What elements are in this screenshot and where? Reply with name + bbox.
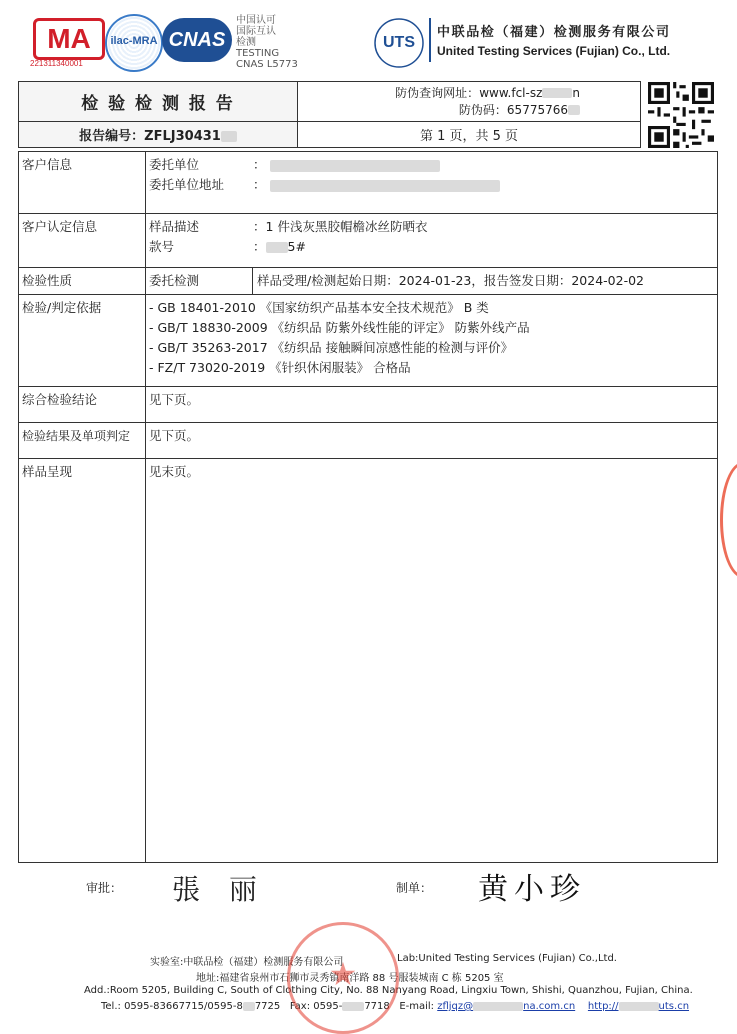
style-no-value: 5# xyxy=(287,239,306,254)
report-header-table xyxy=(18,81,641,148)
side-seal-stamp xyxy=(720,462,737,578)
company-name-cn: 中联品检（福建）检测服务有限公司 xyxy=(437,25,671,40)
nature-dates: 样品受理/检测起始日期：2024-01-23，报告签发日期：2024-02-02 xyxy=(257,273,645,288)
verify-url-label: 防伪查询网址： xyxy=(395,85,480,100)
report-title: 检 验 检 测 报 告 xyxy=(19,82,298,122)
nature-value: 委托检测 xyxy=(146,268,253,294)
report-number-cell xyxy=(19,122,298,148)
cnas-logo: CNAS xyxy=(162,18,232,62)
sample-desc-value: 1 件浅灰黑胶帽檐冰丝防晒衣 xyxy=(265,219,428,234)
footer-address-en: Add.:Room 5205, Building C, South of Clothing City, No. 88 Nanyang Road, Lingxiu Town, Shishi, Quanzhou, Fujian, China. xyxy=(84,985,693,996)
conclusion-label: 综合检验结论 xyxy=(19,387,146,423)
colon: ： xyxy=(253,219,266,234)
verify-url[interactable]: www.fcl-sz xyxy=(479,85,543,100)
client-unit-label: 委托单位 xyxy=(149,157,200,172)
ilac-mra-logo xyxy=(105,14,163,72)
basis-item: - GB 18401-2010 《国家纺织产品基本安全技术规范》 B 类 xyxy=(149,300,489,315)
basis-cell xyxy=(146,295,718,387)
basis-item: - GB/T 18830-2009 《纺织品 防紫外线性能的评定》 防紫外线产品 xyxy=(149,320,530,335)
basis-label: 检验/判定依据 xyxy=(19,295,146,387)
verify-code-label: 防伪码： xyxy=(458,102,507,117)
nature-label: 检验性质 xyxy=(19,268,146,295)
colon: ： xyxy=(253,157,266,172)
footer-tel-tail: 7725 xyxy=(254,1001,281,1012)
redaction-blur xyxy=(619,1002,659,1011)
footer-tel: Tel.: 0595-83667715/0595-8 xyxy=(101,1001,243,1012)
client-unit-line xyxy=(149,155,714,175)
client-info-cell xyxy=(146,152,718,214)
client-address-line xyxy=(149,175,714,195)
qr-code-icon[interactable] xyxy=(647,82,715,148)
cnas-caption-line: CNAS L5773 xyxy=(236,59,298,70)
sample-desc-label: 样品描述 xyxy=(149,219,200,234)
company-name-en: United Testing Services (Fujian) Co., Ltd. xyxy=(437,44,671,58)
preparer-signature: 黄小珍 xyxy=(478,872,586,907)
footer-website[interactable]: http:// xyxy=(587,1001,619,1012)
footer-address-cn: 地址:福建省泉州市石狮市灵秀镇南洋路 88 号服装城南 C 栋 5205 室 xyxy=(196,973,504,984)
uts-logo xyxy=(372,16,426,70)
company-seal-stamp xyxy=(287,922,399,1034)
report-number-label: 报告编号： xyxy=(79,129,145,144)
colon: ： xyxy=(253,177,266,192)
footer-lab-cn: 实验室:中联品检（福建）检测服务有限公司 xyxy=(150,957,344,968)
footer-contact xyxy=(101,1001,689,1012)
verify-url-tail: n xyxy=(572,85,580,100)
footer-email[interactable]: zfljqz@ xyxy=(437,1001,474,1012)
sample-photo-label: 样品呈现 xyxy=(19,459,146,863)
cnas-caption-line: 中国认可 xyxy=(236,15,276,26)
style-no-label: 款号 xyxy=(149,239,175,254)
footer-email-label: E-mail: xyxy=(399,1001,438,1012)
conclusion-value: 见下页。 xyxy=(146,387,718,423)
report-number: ZFLJ30431 xyxy=(144,129,221,144)
client-unit-redacted xyxy=(270,160,440,172)
redaction-blur xyxy=(266,242,288,253)
client-confirm-cell xyxy=(146,214,718,268)
verify-info xyxy=(298,82,641,122)
report-main-table xyxy=(18,151,718,863)
client-address-redacted xyxy=(270,180,500,192)
sample-desc-line xyxy=(149,217,714,237)
results-value: 见下页。 xyxy=(146,423,718,459)
verify-code-line xyxy=(298,102,580,119)
approver-label: 审批： xyxy=(86,881,123,895)
redaction-blur xyxy=(542,88,572,98)
nature-cell xyxy=(146,268,718,295)
seal-star-icon: ★ xyxy=(328,955,358,993)
verify-code: 65775766 xyxy=(506,102,568,117)
ilac-text: ilac-MRA xyxy=(110,35,158,47)
redaction-blur xyxy=(221,131,237,142)
cnas-caption xyxy=(236,15,298,70)
cnas-caption-line: 检测 xyxy=(236,37,256,48)
uts-logo-text: UTS xyxy=(383,34,415,51)
redaction-blur xyxy=(568,105,580,115)
redaction-blur xyxy=(473,1002,523,1011)
footer-lab-en: Lab:United Testing Services (Fujian) Co.,Ltd. xyxy=(397,953,617,964)
approver-signature: 張 丽 xyxy=(172,873,267,906)
results-label: 检验结果及单项判定 xyxy=(19,423,146,459)
ma-number: 221311340001 xyxy=(30,59,83,68)
preparer-label: 制单： xyxy=(396,881,433,895)
colon: ： xyxy=(253,239,266,254)
redaction-blur xyxy=(243,1002,255,1011)
footer-email-tail[interactable]: na.com.cn xyxy=(523,1001,576,1012)
footer-fax-tail: 7718 xyxy=(364,1001,390,1012)
style-no-line xyxy=(149,237,714,257)
client-address-label: 委托单位地址 xyxy=(149,177,225,192)
verify-url-line xyxy=(298,85,580,102)
footer-website-tail[interactable]: uts.cn xyxy=(658,1001,690,1012)
client-confirm-label: 客户认定信息 xyxy=(19,214,146,268)
cnas-caption-line: 国际互认 xyxy=(236,26,276,37)
page-info: 第 1 页，共 5 页 xyxy=(298,122,641,148)
client-info-label: 客户信息 xyxy=(19,152,146,214)
basis-item: - GB/T 35263-2017 《纺织品 接触瞬间凉感性能的检测与评价》 xyxy=(149,340,514,355)
footer-fax: Fax: 0595- xyxy=(289,1001,343,1012)
ma-logo: MA xyxy=(33,18,105,60)
logo-divider xyxy=(429,18,431,62)
sample-photo-value: 见末页。 xyxy=(146,459,718,863)
cnas-caption-line: TESTING xyxy=(236,48,280,59)
basis-item: - FZ/T 73020-2019 《针织休闲服装》 合格品 xyxy=(149,360,411,375)
